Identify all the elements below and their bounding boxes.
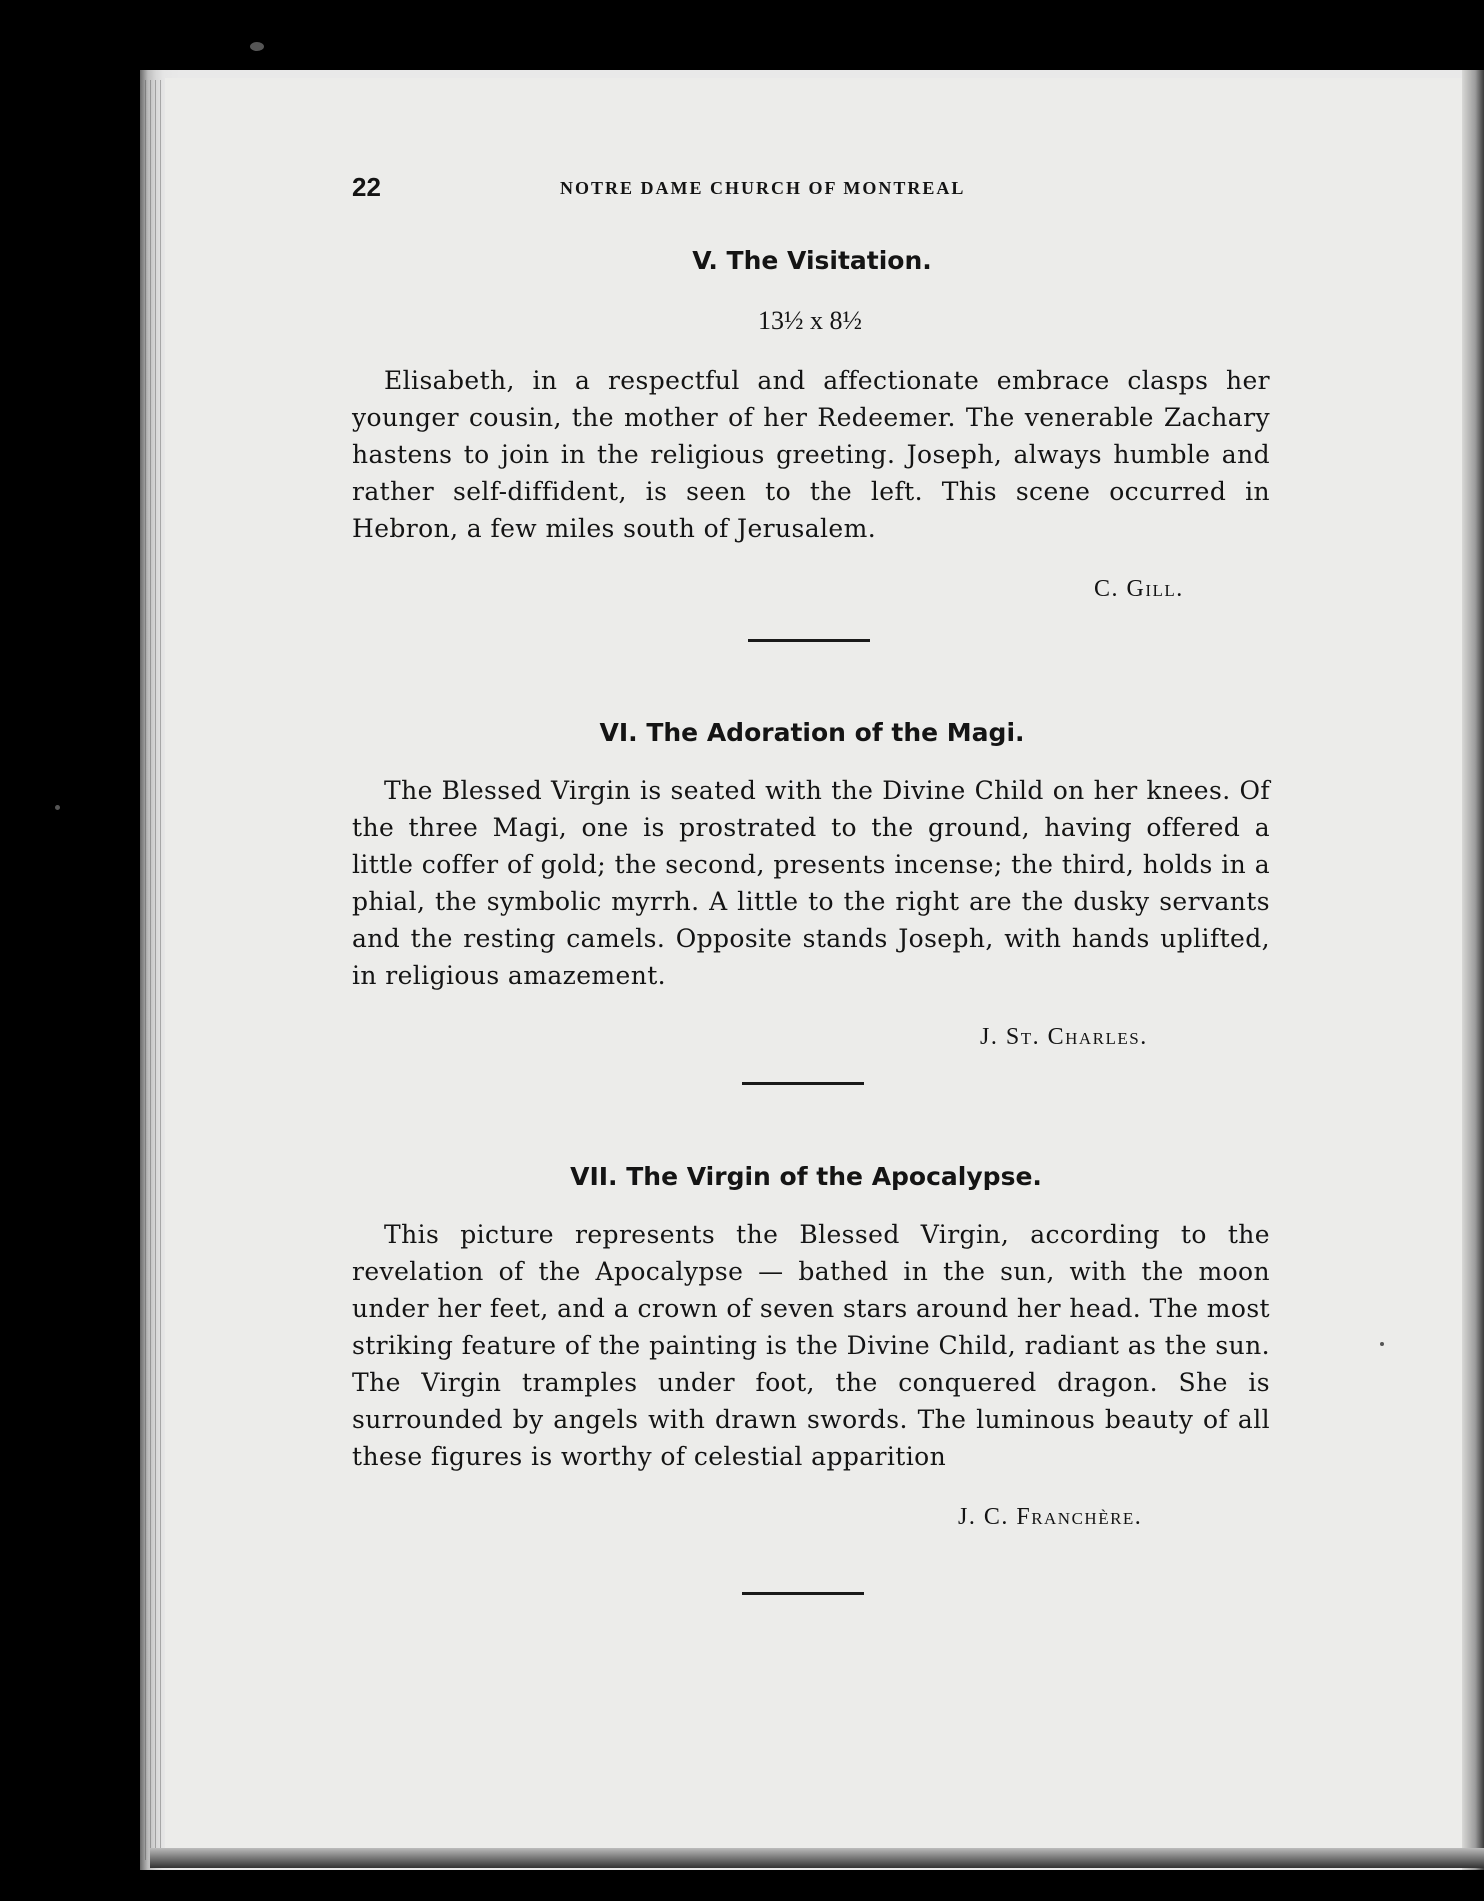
section-title-apocalypse: VII. The Virgin of the Apocalypse. [570,1162,1042,1191]
section-text-magi: The Blessed Virgin is seated with the Divine Child on her knees. Of the three Magi, one is prostrated to the ground, having offered a little coffer of gold; the second, presents incense; the third, holds in a phial, the symbolic myrrh. A little to the right are the dusky servants and the resting camels. Opposite stands Joseph, with hands uplifted, in religious amazement. [352,776,1270,990]
attribution-gill: C. Gill. [1094,576,1184,602]
scan-speck [250,42,264,51]
page-right-edge [1462,70,1484,1870]
running-head: NOTRE DAME CHURCH OF MONTREAL [560,178,966,198]
page-number: 22 [352,172,381,202]
section-divider [742,1082,864,1085]
section-title-visitation: V. The Visitation. [692,246,932,275]
attribution-st-charles: J. St. Charles. [980,1024,1148,1050]
scan-speck [1380,1342,1384,1346]
section-divider [742,1592,864,1595]
section-text-visitation: Elisabeth, in a respectful and affectionate embrace clasps her younger cousin, the mother of her Redeemer. The venerable Zachary hastens to join in the religious greeting. Joseph, always humble and rather self-diffident, is seen to the left. This scene occurred in Hebron, a few miles south of Jerusalem. [352,366,1270,543]
attribution-franchere: J. C. Franchère. [958,1504,1143,1530]
section-divider [748,639,870,642]
section-text-apocalypse: This picture represents the Blessed Virgin, according to the revelation of the Apocalypse — bathed in the sun, with the moon under her feet, and a crown of seven stars around her head. The most striking feature of the painting is the Divine Child, radiant as the sun. The Virgin tramples under foot, the conquered dragon. She is surrounded by angels with drawn swords. The luminous beauty of all these figures is worthy of celestial apparition [352,1220,1270,1471]
section-title-magi: VI. The Adoration of the Magi. [599,718,1025,747]
scan-speck [55,805,60,810]
page-bottom-shadow [150,1848,1484,1868]
painting-dimensions: 13½ x 8½ [758,306,862,335]
